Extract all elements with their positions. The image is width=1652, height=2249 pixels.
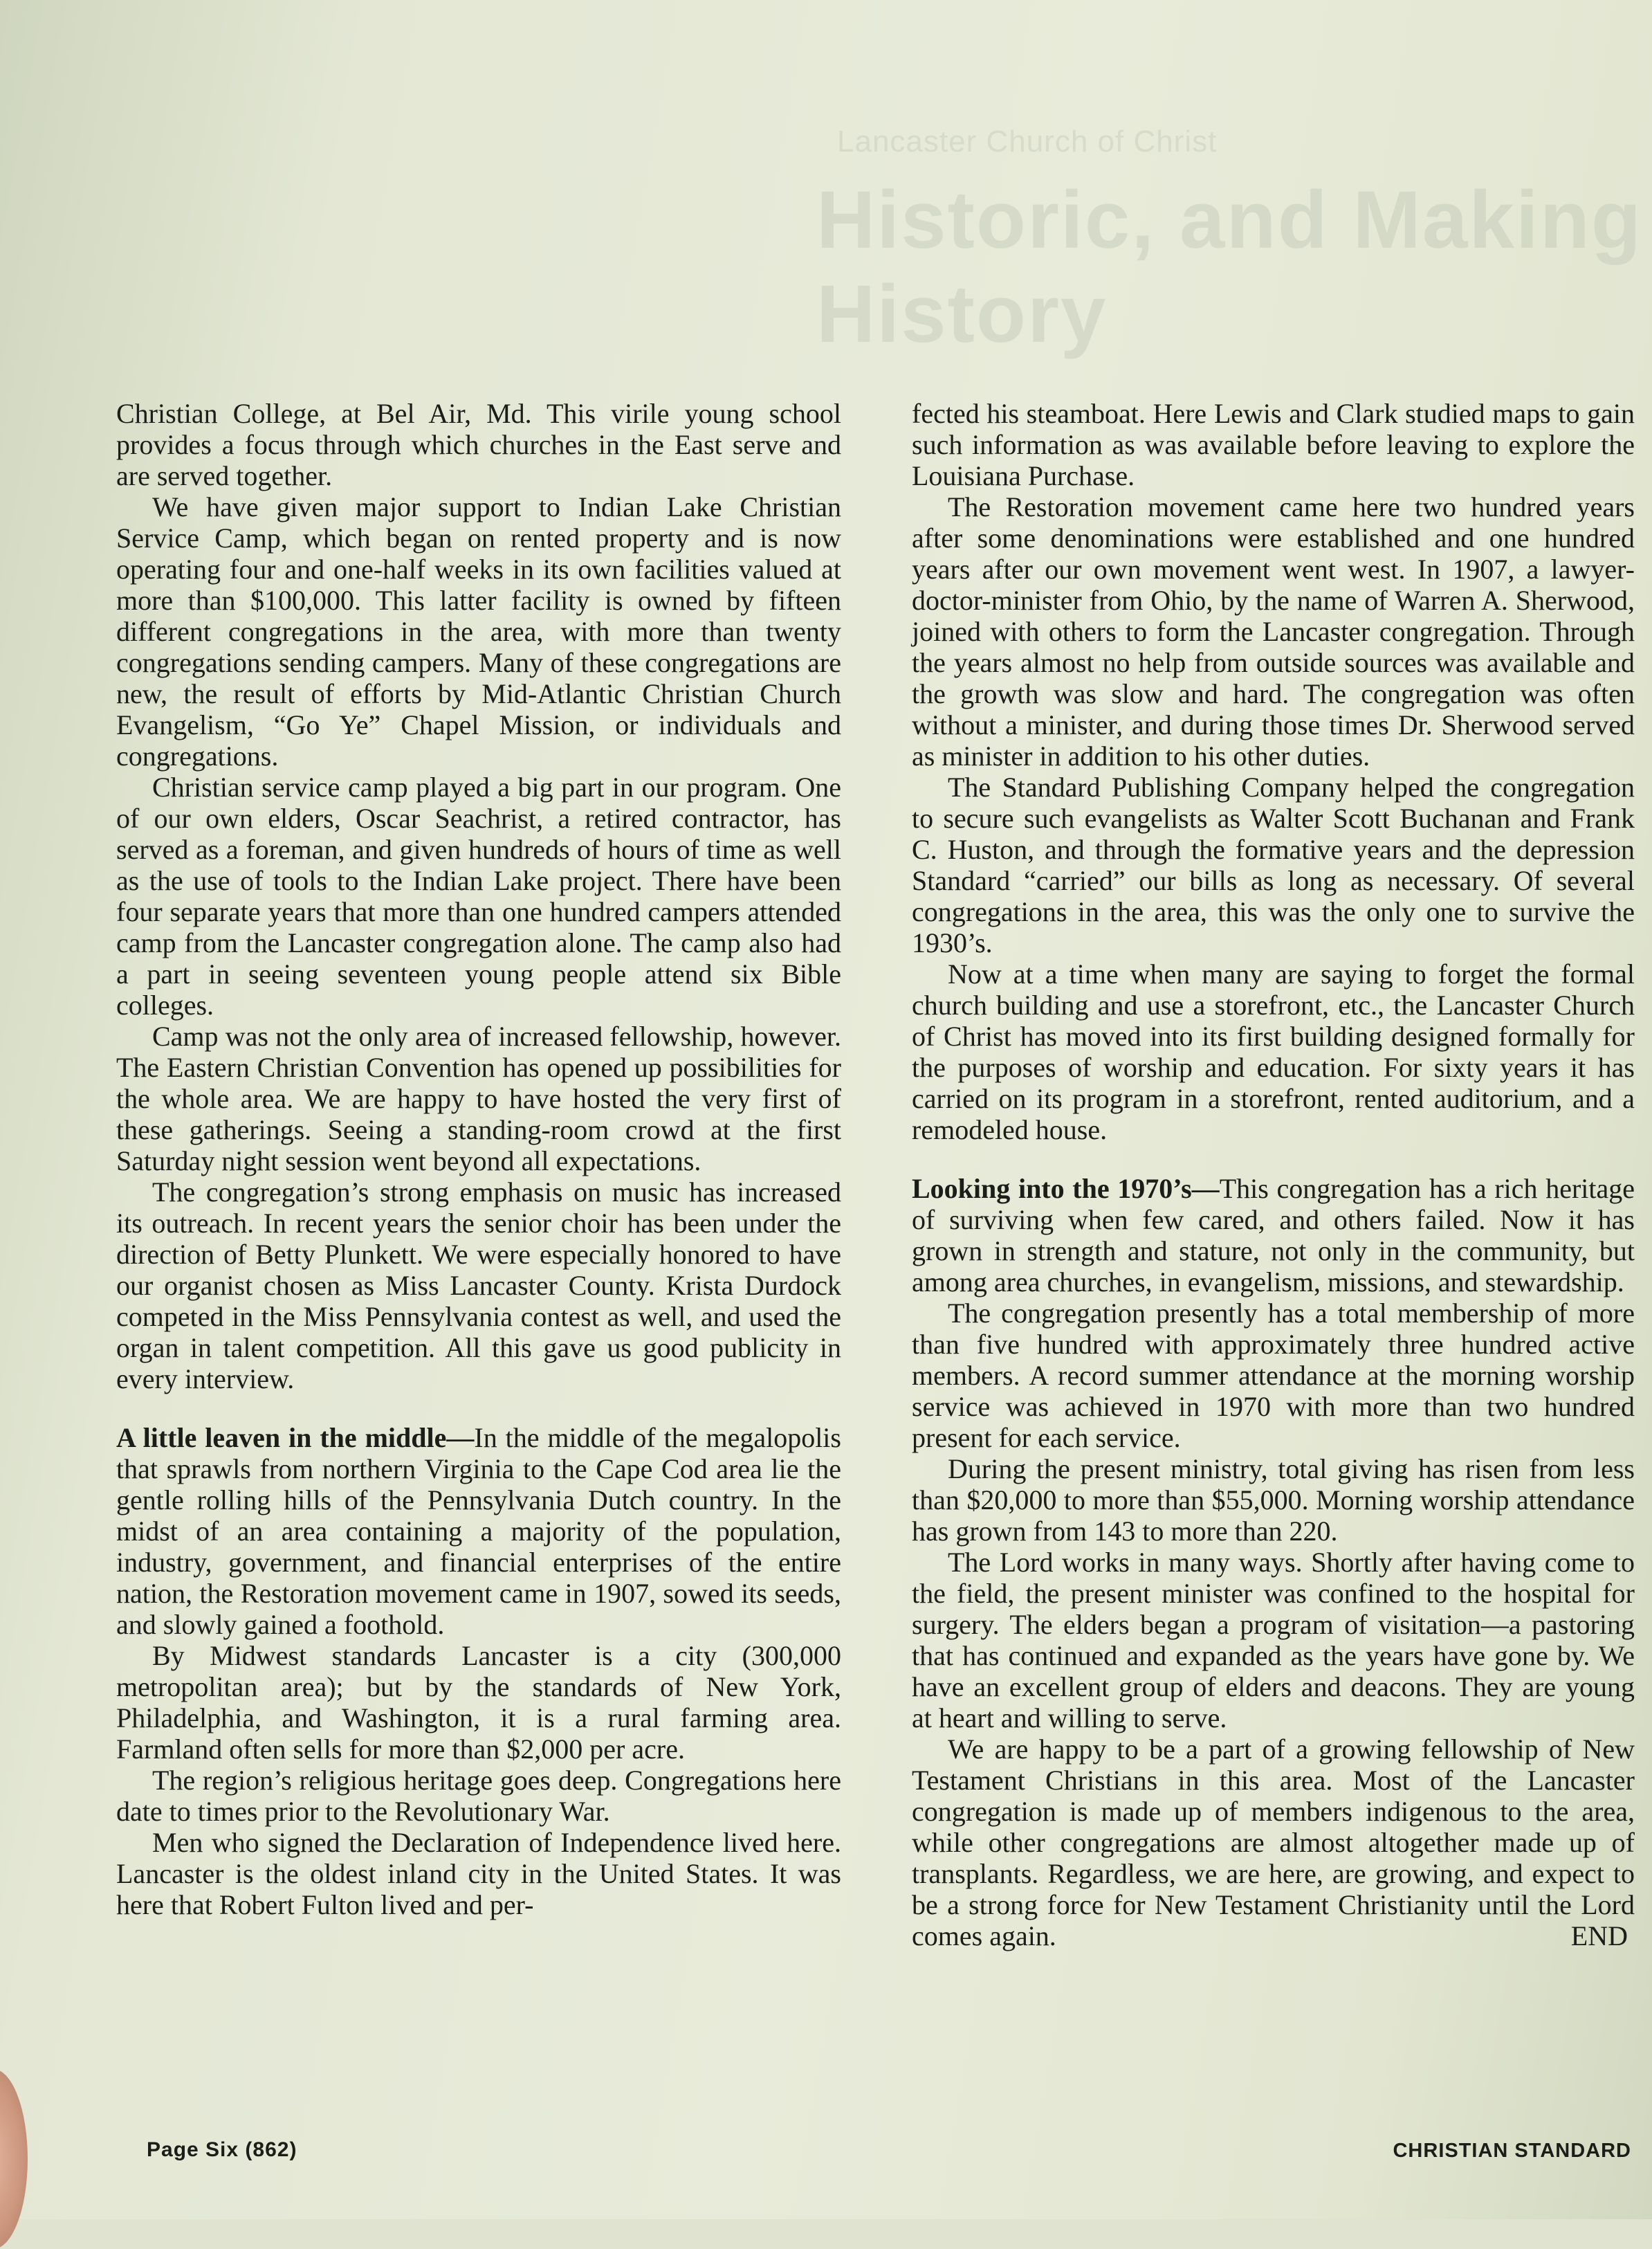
body-paragraph: We have given major support to Indian Lake Christian Service Camp, which began on rented property and is now operating four and one-half weeks in its own facilities valued at more than $100,000. This latter facility is owned by fifteen different congregations in the area, with more than twenty congregations sending campers. Many of these congregations are new, the result of efforts by Mid-Atlantic Christian Church Evangelism, “Go Ye” Chapel Mission, or individuals and congregations. — [116, 491, 841, 772]
section-lead-paragraph — [116, 1422, 841, 1640]
left-column — [116, 398, 841, 1920]
body-paragraph: The region’s religious heritage goes deep. Congregations here date to times prior to the Revolutionary War. — [116, 1765, 841, 1827]
body-paragraph: Christian service camp played a big part in our program. One of our own elders, Oscar Seachrist, a retired contractor, has served as a foreman, and given hundreds of hours of time as well as the use of tools to the Indian Lake project. There have been four separate years that more than one hundred campers attended camp from the Lancaster congregation alone. The camp also had a part in seeing seventeen young people attend six Bible colleges. — [116, 772, 841, 1021]
bleed-through-subtitle: Lancaster Church of Christ — [837, 125, 1218, 158]
section-heading: Looking into the 1970’s— — [912, 1173, 1220, 1204]
publication-name: CHRISTIAN STANDARD — [1393, 2140, 1631, 2162]
section-heading: A little leaven in the middle— — [116, 1422, 475, 1453]
bleed-through-title: Historic, and Making History — [816, 174, 1642, 360]
end-mark: END — [1570, 1920, 1628, 1951]
page-number: Page Six (862) — [147, 2138, 297, 2161]
right-column — [912, 398, 1635, 1951]
body-paragraph: Christian College, at Bel Air, Md. This virile young school provides a focus through which churches in the East serve and are served together. — [116, 398, 841, 491]
body-paragraph: fected his steamboat. Here Lewis and Clark studied maps to gain such information as was available before leaving to explore the Louisiana Purchase. — [912, 398, 1635, 491]
body-paragraph: The congregation’s strong emphasis on music has increased its outreach. In recent years the senior choir has been under the direction of Betty Plunkett. We were especially honored to have our organist chosen as Miss Lancaster County. Krista Durdock competed in the Miss Pennsylvania contest as well, and used the organ in talent competition. All this gave us good publicity in every interview. — [116, 1176, 841, 1394]
body-paragraph: By Midwest standards Lancaster is a city (300,000 metropolitan area); but by the standards of New York, Philadelphia, and Washington, it is a rural farming area. Farmland often sells for more than $2,000 per acre. — [116, 1640, 841, 1765]
body-paragraph: The Lord works in many ways. Shortly after having come to the field, the present minister was confined to the hospital for surgery. The elders began a program of visitation—a pastoring that has continued and expanded as the years have gone by. We have an excellent group of elders and deacons. They are young at heart and willing to serve. — [912, 1547, 1635, 1733]
body-paragraph: Camp was not the only area of increased fellowship, however. The Eastern Christian Convention has opened up possibilities for the whole area. We are happy to have hosted the very first of these gatherings. Seeing a standing-room crowd at the first Saturday night session went beyond all expectations. — [116, 1021, 841, 1176]
body-paragraph: During the present ministry, total giving has risen from less than $20,000 to more than $55,000. Morning worship attendance has grown from 143 to more than 220. — [912, 1453, 1635, 1547]
body-paragraph: The Standard Publishing Company helped the congregation to secure such evangelists as Walter Scott Buchanan and Frank C. Huston, and through the formative years and the depression Standard “carried” our bills as long as necessary. Of several congregations in the area, this was the only one to survive the 1930’s. — [912, 772, 1635, 958]
section-lead-paragraph — [912, 1173, 1635, 1298]
body-paragraph: The Restoration movement came here two hundred years after some denominations were established and one hundred years after our own movement went west. In 1907, a lawyer-doctor-minister from Ohio, by the name of Warren A. Sherwood, joined with others to form the Lancaster congregation. Through the years almost no help from outside sources was available and the growth was slow and hard. The congregation was often without a minister, and during those times Dr. Sherwood served as minister in addition to his other duties. — [912, 491, 1635, 772]
closing-text: We are happy to be a part of a growing fellowship of New Testament Christians in this area. Most of the Lancaster congregation is made up of members indigenous to the area, while other congregations are almost altogether made up of transplants. Regardless, we are here, are growing, and expect to be a strong force for New Testament Christianity until the Lord comes again. — [912, 1733, 1635, 1951]
body-paragraph: The congregation presently has a total membership of more than five hundred with approximately three hundred active members. A record summer attendance at the morning worship service was achieved in 1970 with more than two hundred present for each service. — [912, 1298, 1635, 1453]
body-paragraph: Men who signed the Declaration of Independence lived here. Lancaster is the oldest inland city in the United States. It was here that Robert Fulton lived and per- — [116, 1827, 841, 1920]
thumb-photo-artifact — [0, 2069, 28, 2249]
body-paragraph: Now at a time when many are saying to forget the formal church building and use a storefront, etc., the Lancaster Church of Christ has moved into its first building designed formally for the purposes of worship and education. For sixty years it has carried on its program in a storefront, rented auditorium, and a remodeled house. — [912, 958, 1635, 1145]
body-paragraph — [912, 1733, 1635, 1951]
section-lead-text: This congregation has a rich heritage of surviving when few cared, and others failed. Now it has grown in strength and stature, not only in the community, but among area churches, in evangelism, missions, and stewardship. — [912, 1173, 1635, 1298]
section-lead-text: In the middle of the megalopolis that sprawls from northern Virginia to the Cape Cod area lie the gentle rolling hills of the Pennsylvania Dutch country. In the midst of an area containing a majority of the population, industry, government, and financial enterprises of the entire nation, the Restoration movement came in 1907, sowed its seeds, and slowly gained a foothold. — [116, 1422, 841, 1640]
